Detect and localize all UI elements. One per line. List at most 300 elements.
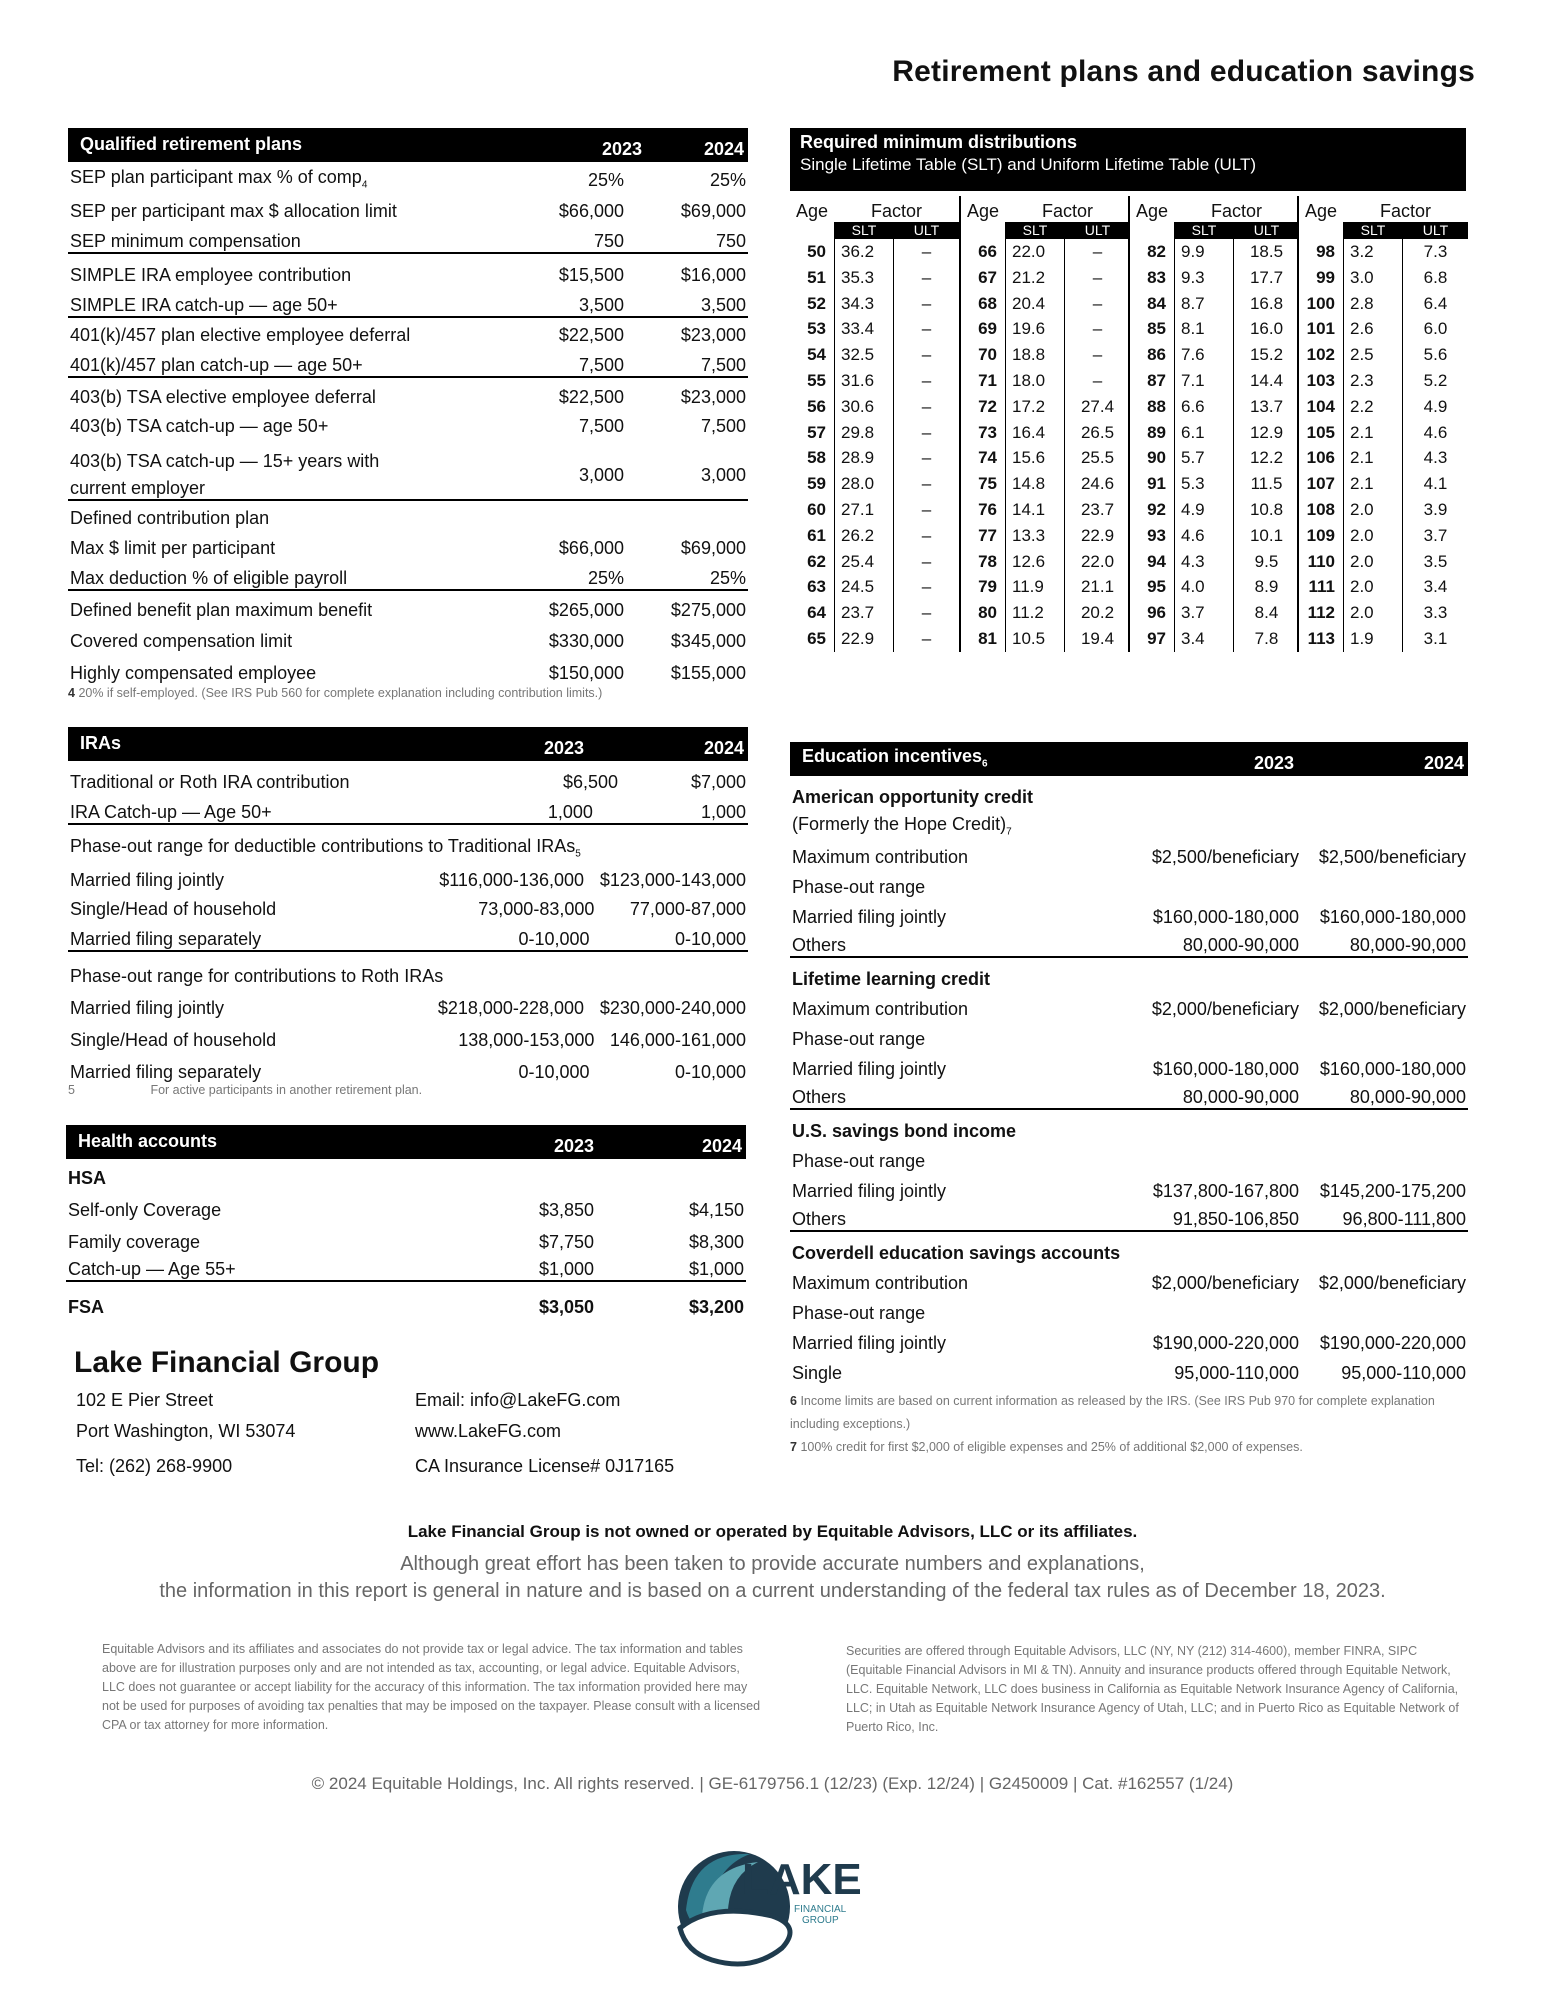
table-row [68, 591, 748, 621]
rmd-ult: 16.0 [1249, 319, 1284, 339]
value-2024: 7,500 [700, 355, 746, 375]
rmd-age: 77 [978, 525, 997, 545]
rmd-age: 95 [1147, 577, 1166, 597]
rmd-age: 66 [978, 242, 997, 261]
rmd-ult: 3.4 [1423, 577, 1448, 597]
value-2023: $2,500/beneficiary [1151, 847, 1299, 867]
rmd-age: 96 [1147, 603, 1166, 623]
row-label: Catch-up — Age 55+ [68, 1259, 236, 1279]
year-2023: 2023 [1253, 753, 1294, 773]
rmd-ult: – [1092, 293, 1103, 313]
value-2023: $160,000-180,000 [1152, 1059, 1299, 1079]
rmd-ult: 12.2 [1249, 448, 1284, 468]
rmd-age: 92 [1147, 499, 1166, 519]
value-2023: 0-10,000 [518, 1062, 590, 1082]
table-row [68, 286, 748, 318]
rmd-age: 108 [1306, 499, 1335, 519]
rmd-slt: 2.3 [1350, 370, 1374, 390]
rmd-age: 100 [1306, 293, 1335, 313]
rmd-subtitle: Single Lifetime Table (SLT) and Uniform Lifetime Table (ULT) [800, 155, 1257, 174]
value-2024: 77,000-87,000 [629, 899, 746, 919]
rmd-age: 88 [1147, 396, 1166, 416]
value-2024: $190,000-220,000 [1319, 1333, 1466, 1353]
rmd-subheader [1299, 222, 1468, 239]
rmd-ult: – [921, 319, 932, 339]
row-label: Defined contribution plan [70, 508, 270, 528]
table-row [790, 1142, 1468, 1172]
rmd-ult: – [1092, 370, 1103, 390]
hsa-heading: HSA [68, 1168, 107, 1188]
table-row [790, 838, 1468, 868]
rmd-slt: 18.0 [1012, 370, 1046, 390]
rmd-age: 59 [807, 474, 826, 494]
table-row [790, 1264, 1468, 1294]
rmd-slt: 18.8 [1012, 345, 1046, 365]
table-row [790, 898, 1468, 928]
table-row [68, 1019, 748, 1051]
row-label: Married filing jointly [792, 907, 947, 927]
rmd-slt: 16.4 [1012, 422, 1046, 442]
rmd-age: 106 [1306, 448, 1335, 468]
row-label: Maximum contribution [792, 1273, 969, 1293]
rmd-slt: 26.2 [841, 525, 875, 545]
rmd-slt: 2.6 [1350, 319, 1374, 339]
rmd-ult: 27.4 [1080, 396, 1115, 416]
ult-header: ULT [1065, 222, 1130, 239]
rmd-slt: 2.2 [1350, 396, 1374, 416]
year-2023: 2023 [553, 1136, 594, 1156]
rmd-ult: 6.8 [1423, 267, 1448, 287]
rmd-age: 50 [807, 242, 826, 261]
year-2023: 2023 [601, 139, 642, 159]
value-2023: 0-10,000 [518, 929, 590, 949]
table-row [68, 987, 748, 1019]
rmd-ult: – [1092, 319, 1103, 339]
row-label: Married filing jointly [792, 1181, 947, 1201]
value-2023: 95,000-110,000 [1174, 1363, 1299, 1383]
address-block [76, 1385, 295, 1482]
rmd-slt: 4.3 [1181, 551, 1205, 571]
rmd-age: 99 [1316, 267, 1335, 287]
rmd-age: 73 [978, 422, 997, 442]
rmd-slt: 3.7 [1181, 603, 1205, 623]
rmd-slt: 3.4 [1181, 628, 1205, 648]
year-2024: 2024 [701, 1136, 742, 1156]
rmd-slt: 36.2 [841, 242, 875, 261]
rmd-age: 71 [978, 370, 997, 390]
rmd-age: 68 [978, 293, 997, 313]
rmd-slt: 14.8 [1012, 474, 1046, 494]
table-row [68, 318, 748, 346]
table-row [790, 1354, 1468, 1384]
value-2023: 7,500 [578, 355, 624, 375]
row-label: Family coverage [68, 1232, 201, 1252]
value-2023: 138,000-153,000 [458, 1030, 595, 1050]
rmd-group-header [1299, 196, 1468, 222]
row-label: Married filing jointly [70, 998, 225, 1018]
rmd-slt: 21.2 [1012, 267, 1046, 287]
website-link[interactable]: www.LakeFG.com [415, 1421, 562, 1441]
logo-sub2: GROUP [802, 1915, 839, 1926]
value-2024: 7,500 [700, 416, 746, 436]
value-2023: 7,500 [578, 416, 624, 436]
table-row [790, 808, 1468, 838]
rmd-ult: 4.9 [1423, 396, 1448, 416]
accuracy-disclaimer: Although great effort has been taken to provide accurate numbers and explanations, the information in this report is general in nature and is based on a current understanding of the federal tax rules as of December 18, 2023. [159, 1553, 1386, 1602]
table-row [790, 776, 1468, 808]
value-2024: $1,000 [688, 1259, 744, 1279]
slt-header: SLT [834, 222, 894, 239]
rmd-age: 57 [807, 422, 826, 442]
rmd-slt: 33.4 [841, 319, 875, 339]
rmd-slt: 1.9 [1350, 628, 1374, 648]
row-label: Others [792, 1209, 847, 1229]
value-2023: $22,500 [558, 387, 624, 407]
row-label: Married filing separately [70, 1062, 262, 1082]
rmd-slt: 25.4 [841, 551, 875, 571]
table-header [790, 742, 1468, 776]
rmd-ult: 11.5 [1250, 474, 1283, 494]
row-label: Phase-out range [792, 877, 926, 897]
value-2023: $22,500 [558, 325, 624, 345]
slt-header: SLT [1005, 222, 1065, 239]
table-row [790, 1080, 1468, 1110]
rmd-ult: 5.6 [1423, 345, 1448, 365]
rmd-ult: – [921, 551, 932, 571]
value-2024: $230,000-240,000 [599, 998, 746, 1018]
rmd-ult: 10.8 [1249, 499, 1284, 519]
row-label: Lifetime learning credit [792, 969, 991, 989]
rmd-age: 75 [978, 474, 997, 494]
row-label: Phase-out range for contributions to Roth IRAs [70, 966, 444, 986]
rmd-age: 107 [1306, 474, 1335, 494]
value-2023: $150,000 [548, 663, 624, 683]
footnote-7: 7 100% credit for first $2,000 of eligible expenses and 25% of additional $2,000 of expenses. [790, 1440, 1303, 1454]
table-row [68, 162, 748, 191]
value-2023: $218,000-228,000 [437, 998, 584, 1018]
lake-financial-group-logo [672, 1832, 872, 1967]
rmd-slt: 4.6 [1181, 525, 1205, 545]
value-2023: $137,800-167,800 [1152, 1181, 1299, 1201]
rmd-age: 82 [1147, 242, 1166, 261]
value-2023: 80,000-90,000 [1182, 1087, 1299, 1107]
rmd-slt: 17.2 [1012, 396, 1046, 416]
rmd-age: 54 [807, 345, 826, 365]
ult-header: ULT [1403, 222, 1468, 239]
rmd-age: 61 [807, 525, 826, 545]
rmd-age: 84 [1147, 293, 1166, 313]
value-2023: $66,000 [558, 538, 624, 558]
rmd-age: 101 [1306, 319, 1335, 339]
value-2023: 91,850-106,850 [1172, 1209, 1299, 1229]
rmd-ult: – [921, 603, 932, 623]
rmd-slt: 5.7 [1181, 448, 1205, 468]
row-label: Covered compensation limit [70, 631, 293, 651]
rmd-age: 78 [978, 551, 997, 571]
value-2024: 25% [709, 170, 746, 190]
rmd-age: 70 [978, 345, 997, 365]
rmd-slt: 4.0 [1181, 577, 1205, 597]
rmd-slt: 28.9 [841, 448, 875, 468]
rmd-age: 62 [807, 551, 826, 571]
table-title: Qualified retirement plans [80, 133, 303, 154]
rmd-slt: 2.0 [1350, 577, 1374, 597]
rmd-ult: 8.4 [1254, 603, 1279, 623]
value-2024: $123,000-143,000 [599, 870, 746, 890]
rmd-ult: – [921, 448, 932, 468]
rmd-ult: 24.6 [1080, 474, 1115, 494]
rmd-age: 76 [978, 499, 997, 519]
table-title: Education incentives$_6$ [802, 746, 988, 770]
rmd-slt: 9.3 [1181, 267, 1205, 287]
rmd-ult: – [921, 628, 932, 648]
copyright: © 2024 Equitable Holdings, Inc. All rights reserved. | GE-6179756.1 (12/23) (Exp. 12/24) | G2450009 | Cat. #162557 (1/24) [311, 1774, 1234, 1793]
slt-header: SLT [1174, 222, 1234, 239]
row-label: 401(k)/457 plan catch-up — age 50+ [70, 355, 363, 375]
securities-disclosure: Securities are offered through Equitable Advisors, LLC (NY, NY (212) 314-4600), member FINRA, SIPC (Equitable Financial Advisors in MI & TN). Annuity and insurance products offered through Equitable Network, LLC. Equitable Network, LLC does business in California as Equitable Network Insurance Agency of California, LLC; in Utah as Equitable Network Insurance Agency of Utah, LLC; and in Puerto Rico as Equitable Network of Puerto Rico, Inc. [846, 1644, 1459, 1734]
table-row [790, 1294, 1468, 1324]
factor-header: Factor [1041, 201, 1093, 221]
value-2024: 1,000 [700, 802, 746, 822]
row-label: Maximum contribution [792, 847, 969, 867]
table-row [790, 1172, 1468, 1202]
rmd-ult: – [921, 525, 932, 545]
rmd-slt: 2.8 [1350, 293, 1374, 313]
rmd-ult: – [921, 499, 932, 519]
rmd-age: 93 [1147, 525, 1166, 545]
table-row [68, 793, 748, 825]
value-2023: $3,850 [538, 1200, 594, 1220]
table-row [790, 990, 1468, 1020]
rmd-age: 111 [1308, 577, 1335, 597]
rmd-slt: 11.2 [1012, 603, 1044, 623]
value-2024: 0-10,000 [674, 1062, 746, 1082]
rmd-age: 90 [1147, 448, 1166, 468]
rmd-ult: – [921, 293, 932, 313]
rmd-ult: 8.9 [1254, 577, 1279, 597]
rmd-slt: 23.7 [841, 603, 875, 623]
rmd-slt: 12.6 [1012, 551, 1046, 571]
rmd-ult: 17.7 [1249, 267, 1284, 287]
rmd-ult: 21.1 [1080, 577, 1115, 597]
rmd-age: 58 [807, 448, 826, 468]
value-2024: $275,000 [670, 600, 746, 620]
rmd-ult: 9.5 [1254, 551, 1279, 571]
rmd-age: 105 [1306, 422, 1335, 442]
page-title: Retirement plans and education savings [892, 55, 1475, 88]
row-label: Others [792, 1087, 847, 1107]
table-row [790, 1324, 1468, 1354]
rmd-slt: 35.3 [841, 267, 875, 287]
rmd-age: 103 [1306, 370, 1335, 390]
row-label: SIMPLE IRA employee contribution [70, 265, 352, 285]
rmd-ult: 7.3 [1423, 242, 1448, 261]
value-2024: 80,000-90,000 [1349, 1087, 1466, 1107]
rmd-age: 74 [978, 448, 997, 468]
rmd-header [790, 128, 1466, 191]
rmd-slt: 6.1 [1181, 422, 1205, 442]
table-row [790, 928, 1468, 958]
rmd-ult: 13.7 [1249, 396, 1284, 416]
value-2023: $66,000 [558, 201, 624, 221]
value-2024: $23,000 [680, 387, 746, 407]
value-2024: $345,000 [670, 631, 746, 651]
rmd-age: 87 [1147, 370, 1166, 390]
rmd-age: 113 [1307, 628, 1335, 648]
rmd-age: 94 [1147, 551, 1166, 571]
rmd-slt: 28.0 [841, 474, 875, 494]
table-row [68, 1051, 748, 1083]
value-2024: 146,000-161,000 [609, 1030, 746, 1050]
table-header [66, 1125, 746, 1159]
iras-table [68, 727, 748, 1097]
rmd-slt: 24.5 [841, 577, 875, 597]
value-2023: $160,000-180,000 [1152, 907, 1299, 927]
rmd-slt: 2.0 [1350, 499, 1374, 519]
value-2023: 25% [587, 568, 624, 588]
value-2024: $23,000 [680, 325, 746, 345]
table-row [68, 761, 748, 793]
rmd-age: 109 [1306, 525, 1335, 545]
row-label: Single/Head of household [70, 899, 277, 919]
value-2024: $2,000/beneficiary [1318, 1273, 1466, 1293]
table-row [68, 346, 748, 378]
rmd-slt: 11.9 [1012, 577, 1044, 597]
ult-header: ULT [894, 222, 959, 239]
email-link[interactable]: Email: info@LakeFG.com [415, 1390, 621, 1410]
table-row [68, 529, 748, 559]
rmd-ult: 14.4 [1249, 370, 1284, 390]
rmd-column-group [1128, 196, 1299, 652]
rmd-age: 69 [978, 319, 997, 339]
rmd-age: 52 [807, 293, 826, 313]
rmd-ult: 7.8 [1254, 628, 1279, 648]
license-number: CA Insurance License# 0J17165 [415, 1456, 675, 1476]
rmd-ult: 3.7 [1423, 525, 1448, 545]
age-header: Age [796, 201, 829, 221]
row-label: Highly compensated employee [70, 663, 317, 683]
table-row [68, 825, 748, 860]
rmd-ult: 5.2 [1423, 370, 1448, 390]
table-row [68, 378, 748, 408]
age-header: Age [967, 201, 1000, 221]
value-2023: $116,000-136,000 [439, 870, 584, 890]
rmd-age: 51 [807, 267, 826, 287]
rmd-slt: 31.6 [841, 370, 875, 390]
ult-header: ULT [1234, 222, 1299, 239]
rmd-group-header [1130, 196, 1299, 222]
rmd-ult: 15.2 [1249, 345, 1284, 365]
rmd-slt: 34.3 [841, 293, 875, 313]
rmd-slt: 2.1 [1350, 422, 1374, 442]
phone[interactable]: Tel: (262) 268-9900 [76, 1456, 233, 1476]
table-row [68, 559, 748, 591]
table-row [68, 437, 748, 501]
rmd-ult: 3.9 [1423, 499, 1448, 519]
footnote-6: 6 Income limits are based on current information as released by the IRS. (See IRS Pub 970 for complete explanation including exceptions.) [790, 1394, 1435, 1431]
rmd-slt: 2.1 [1350, 448, 1374, 468]
value-2024: $2,500/beneficiary [1318, 847, 1466, 867]
row-label: IRA Catch-up — Age 50+ [70, 802, 272, 822]
rmd-slt: 8.7 [1181, 293, 1205, 313]
row-label: Phase-out range for deductible contributions to Traditional IRAs$_5$ [70, 836, 581, 860]
rmd-age: 97 [1147, 628, 1166, 648]
rmd-slt: 13.3 [1012, 525, 1046, 545]
health-accounts-table [66, 1125, 746, 1318]
value-2024: 95,000-110,000 [1341, 1363, 1466, 1383]
rmd-slt: 2.0 [1350, 525, 1374, 545]
city: Port Washington, WI 53074 [76, 1421, 296, 1441]
rmd-slt: 2.5 [1350, 345, 1374, 365]
value-2024: 3,500 [700, 295, 746, 315]
age-header: Age [1136, 201, 1169, 221]
footnote-4: 4 20% if self-employed. (See IRS Pub 560 for complete explanation including contribution limits.) [68, 686, 603, 700]
rmd-ult: – [921, 577, 932, 597]
table-row [790, 1020, 1468, 1050]
row-label: SEP minimum compensation [70, 231, 301, 251]
rmd-slt: 2.0 [1350, 551, 1374, 571]
logo-sub1: FINANCIAL [794, 1904, 847, 1915]
rmd-slt: 19.6 [1012, 319, 1046, 339]
rmd-slt: 9.9 [1181, 242, 1205, 261]
value-2024: $8,300 [688, 1232, 744, 1252]
table-row [790, 1110, 1468, 1142]
rmd-age: 110 [1307, 551, 1335, 571]
year-2024: 2024 [1423, 753, 1464, 773]
factor-header: Factor [1210, 201, 1262, 221]
rmd-slt: 10.5 [1012, 628, 1046, 648]
value-2023: 25% [587, 170, 624, 190]
rmd-subheader [790, 222, 959, 239]
table-row [790, 1232, 1468, 1264]
rmd-ult: 26.5 [1080, 422, 1115, 442]
rmd-slt: 30.6 [841, 396, 875, 416]
rmd-age: 89 [1147, 422, 1166, 442]
table-row [66, 1221, 746, 1253]
value-2023: 80,000-90,000 [1182, 935, 1299, 955]
rmd-ult: 3.1 [1423, 628, 1448, 648]
rmd-ult: 19.4 [1080, 628, 1115, 648]
value-2023: $190,000-220,000 [1152, 1333, 1299, 1353]
table-row [66, 1253, 746, 1282]
rmd-ult: – [921, 345, 932, 365]
year-2024: 2024 [703, 139, 744, 159]
row-label: American opportunity credit [792, 787, 1034, 807]
rmd-age: 79 [978, 577, 997, 597]
row-label: Married filing separately [70, 929, 262, 949]
contact-block [415, 1385, 674, 1482]
value-2024: $69,000 [680, 201, 746, 221]
rmd-slt: 8.1 [1181, 319, 1205, 339]
row-label: 403(b) TSA catch-up — 15+ years with current employer [70, 451, 380, 498]
rmd-ult: – [1092, 345, 1103, 365]
rmd-slt: 7.6 [1181, 345, 1205, 365]
table-row [68, 860, 748, 891]
rmd-ult: 25.5 [1080, 448, 1115, 468]
table-row [790, 958, 1468, 990]
rmd-ult: – [1092, 267, 1103, 287]
rmd-slt: 29.8 [841, 422, 875, 442]
table-row [68, 408, 748, 437]
value-2024: $160,000-180,000 [1319, 1059, 1466, 1079]
row-label: Defined benefit plan maximum benefit [70, 600, 373, 620]
factor-header: Factor [1379, 201, 1431, 221]
rmd-ult: 4.6 [1423, 422, 1448, 442]
rmd-slt: 2.0 [1350, 603, 1374, 623]
table-row [68, 891, 748, 920]
row-label: Married filing jointly [792, 1059, 947, 1079]
row-label: Max deduction % of eligible payroll [70, 568, 348, 588]
